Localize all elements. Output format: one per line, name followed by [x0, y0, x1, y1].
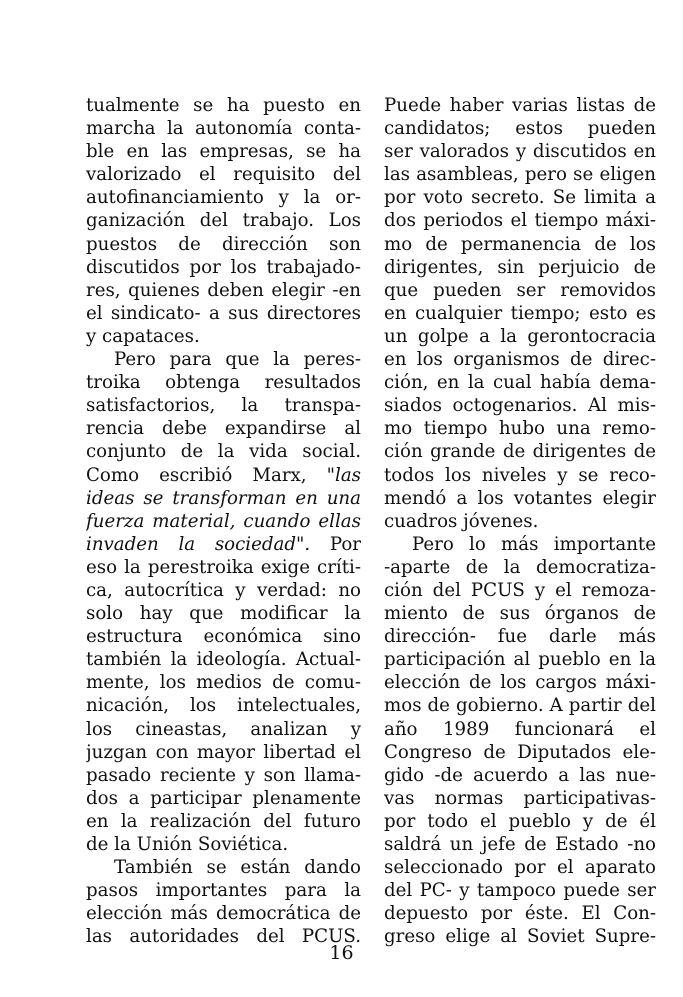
text-line [384, 902, 656, 925]
text-line-content: Congreso de Diputados ele- [384, 741, 656, 763]
text-line [86, 879, 361, 902]
text-line [86, 602, 361, 625]
text-line-content: en la realización del futuro [86, 810, 361, 832]
text-line [384, 325, 656, 348]
text-line-content: dos periodos el tiempo máxi- [384, 210, 656, 232]
text-line [384, 209, 656, 232]
text-line [384, 833, 656, 856]
text-line [86, 694, 361, 717]
text-line [86, 625, 361, 648]
text-line-content: que pueden ser removidos [384, 279, 656, 301]
text-line-content: troika obtenga resultados [86, 372, 361, 394]
text-line [384, 671, 656, 694]
text-line-italic-tail: "las [326, 464, 361, 486]
text-line [86, 256, 361, 279]
text-line [86, 671, 361, 694]
text-line [384, 879, 656, 902]
text-line [384, 348, 656, 371]
text-line-content: Pero lo más importante [412, 533, 656, 555]
text-line-content: elección más democrática de [86, 903, 361, 925]
text-line [86, 394, 361, 417]
text-line-content: por voto secreto. Se limita a [384, 187, 656, 209]
text-line-content: en los organismos de direc- [384, 349, 656, 371]
text-line-content: Pero para que la peres- [114, 349, 361, 371]
text-line [86, 510, 361, 533]
text-line [384, 163, 656, 186]
text-line [86, 764, 361, 787]
text-line [86, 440, 361, 463]
text-line-content: dirigentes, sin perjuicio de [384, 256, 656, 278]
text-line [86, 648, 361, 671]
text-line [384, 233, 656, 256]
text-line-content: eso la perestroika exige críti- [86, 556, 361, 578]
text-line-content: ideas se transforman en una [86, 487, 361, 509]
text-line [384, 464, 656, 487]
text-line-content: seleccionado por el aparato [384, 857, 656, 879]
text-line-content: autofinanciamiento y la or- [86, 187, 361, 209]
text-line-content: año 1989 funcionará el [384, 718, 656, 740]
text-line [86, 209, 361, 232]
text-line [86, 117, 361, 140]
text-line [86, 579, 361, 602]
text-line-content: satisfactorios, la transpa- [86, 395, 361, 417]
text-line-content: conjunto de la vida social. [86, 441, 361, 463]
text-line [384, 602, 656, 625]
text-line-content: dirección- fue darle más [384, 626, 656, 648]
text-line-tail: Por [310, 533, 361, 555]
text-line-content: ción grande de dirigentes de [384, 441, 656, 463]
text-line-content: ganización del trabajo. Los [86, 210, 361, 232]
text-line [86, 741, 361, 764]
text-line [86, 302, 361, 325]
text-line [384, 417, 656, 440]
text-line-content: por todo el pueblo y de él [384, 810, 656, 832]
text-line [384, 394, 656, 417]
text-line [384, 787, 656, 810]
text-line [86, 533, 361, 556]
text-line-content: -aparte de la democratiza- [384, 556, 656, 578]
text-line [86, 464, 361, 487]
text-line-content: Como escribió Marx, [86, 464, 327, 486]
text-line-content: mo tiempo hubo una remo- [384, 418, 656, 440]
text-line-content: un golpe a la gerontocracia [384, 325, 656, 347]
text-line [86, 233, 361, 256]
text-line-content: pasos importantes para la [86, 880, 361, 902]
text-line-content: res, quienes deben elegir -en [86, 279, 361, 301]
text-line [86, 94, 361, 117]
text-line [384, 510, 656, 533]
text-line-content: valorizado el requisito del [86, 164, 361, 186]
text-line [86, 325, 361, 348]
text-line-content: siados octogenarios. Al mis- [384, 395, 656, 417]
text-line [86, 140, 361, 163]
text-line [384, 764, 656, 787]
text-line [384, 694, 656, 717]
text-line [384, 279, 656, 302]
text-line-content: estructura económica sino [86, 626, 361, 648]
text-line [384, 186, 656, 209]
text-line-content: saldrá un jefe de Estado -no [384, 834, 656, 855]
text-line-content: las autoridades del PCUS. [86, 926, 361, 948]
text-line-content: vas normas participativas- [384, 787, 656, 809]
text-line-content: ción del PCUS y el remoza- [384, 579, 656, 601]
text-line-content: marcha la autonomía conta- [86, 118, 361, 140]
text-line-content: ca, autocrítica y verdad: no [86, 579, 361, 601]
text-line-content: mos de gobierno. A partir del [384, 695, 656, 717]
text-line-content: en cualquier tiempo; esto es [384, 302, 656, 324]
text-line-content: juzgan con mayor libertad el [86, 741, 361, 763]
text-line-content: ble en las empresas, se ha [86, 141, 361, 163]
text-line [86, 787, 361, 810]
text-line-content: invaden la sociedad". [86, 533, 311, 555]
text-line-content: y capataces. [86, 325, 200, 347]
text-line-content: el sindicato- a sus directores [86, 302, 361, 324]
text-line [86, 417, 361, 440]
text-line-content: solo hay que modificar la [86, 603, 361, 625]
text-line [384, 256, 656, 279]
text-line-content: los cineastas, analizan y [86, 718, 361, 740]
text-line-content: discutidos por los trabajado- [86, 256, 361, 278]
text-line [86, 163, 361, 186]
text-line [86, 833, 361, 856]
text-line [384, 741, 656, 764]
text-line [384, 718, 656, 741]
text-line [384, 556, 656, 579]
text-line [384, 487, 656, 510]
text-line-content: mendó a los votantes elegir [384, 487, 656, 509]
left-text-column [86, 94, 361, 948]
text-line-content: miento de sus órganos de [384, 603, 656, 625]
text-line-content: elección de los cargos máxi- [384, 672, 656, 694]
text-line [384, 94, 656, 117]
text-line-content: greso elige al Soviet Supre- [384, 926, 656, 948]
text-line-content: puestos de dirección son [86, 233, 361, 255]
text-line [384, 371, 656, 394]
text-line [86, 902, 361, 925]
text-line [384, 625, 656, 648]
text-line-content: también la ideología. Actual- [86, 649, 361, 671]
text-line [86, 718, 361, 741]
text-line [86, 371, 361, 394]
text-line [384, 856, 656, 879]
text-line-content: participación al pueblo en la [384, 649, 656, 671]
text-line-content: de la Unión Soviética. [86, 834, 289, 855]
text-line [384, 810, 656, 833]
page-number: 16 [329, 942, 354, 964]
text-line [384, 533, 656, 556]
text-line [86, 487, 361, 510]
text-line-content: tualmente se ha puesto en [86, 95, 361, 116]
text-line-content: pasado reciente y son llama- [86, 764, 361, 786]
text-line [384, 302, 656, 325]
text-line-content: ser valorados y discutidos en [384, 141, 656, 163]
text-line-content: gido -de acuerdo a las nue- [384, 764, 656, 786]
text-line-content: candidatos; estos pueden [384, 118, 656, 140]
text-line [86, 856, 361, 879]
text-line [384, 440, 656, 463]
text-line-content: las asambleas, pero se eligen [384, 164, 656, 186]
text-line-content: fuerza material, cuando ellas [86, 510, 361, 532]
text-line [384, 648, 656, 671]
text-line-content: ción, en la cual había dema- [384, 372, 656, 394]
text-line-content: cuadros jóvenes. [384, 510, 539, 532]
text-line [86, 279, 361, 302]
text-line [86, 810, 361, 833]
text-line-content: todos los niveles y se reco- [384, 464, 656, 486]
text-line-content: mente, los medios de comu- [86, 672, 361, 694]
text-line-content: mo de permanencia de los [384, 233, 656, 255]
text-line [86, 186, 361, 209]
text-line [86, 348, 361, 371]
text-line-content: También se están dando [114, 857, 361, 879]
text-line-content: del PC- y tampoco puede ser [384, 880, 656, 902]
text-line-content: dos a participar plenamente [86, 787, 361, 809]
text-line-content: depuesto por éste. El Con- [384, 903, 656, 925]
text-line-content: Puede haber varias listas de [384, 95, 656, 116]
text-line [384, 579, 656, 602]
text-line [86, 556, 361, 579]
right-text-column [384, 94, 656, 948]
text-line [384, 140, 656, 163]
text-line-content: nicación, los intelectuales, [86, 695, 361, 717]
text-line [384, 117, 656, 140]
text-line-content: rencia debe expandirse al [86, 418, 361, 440]
